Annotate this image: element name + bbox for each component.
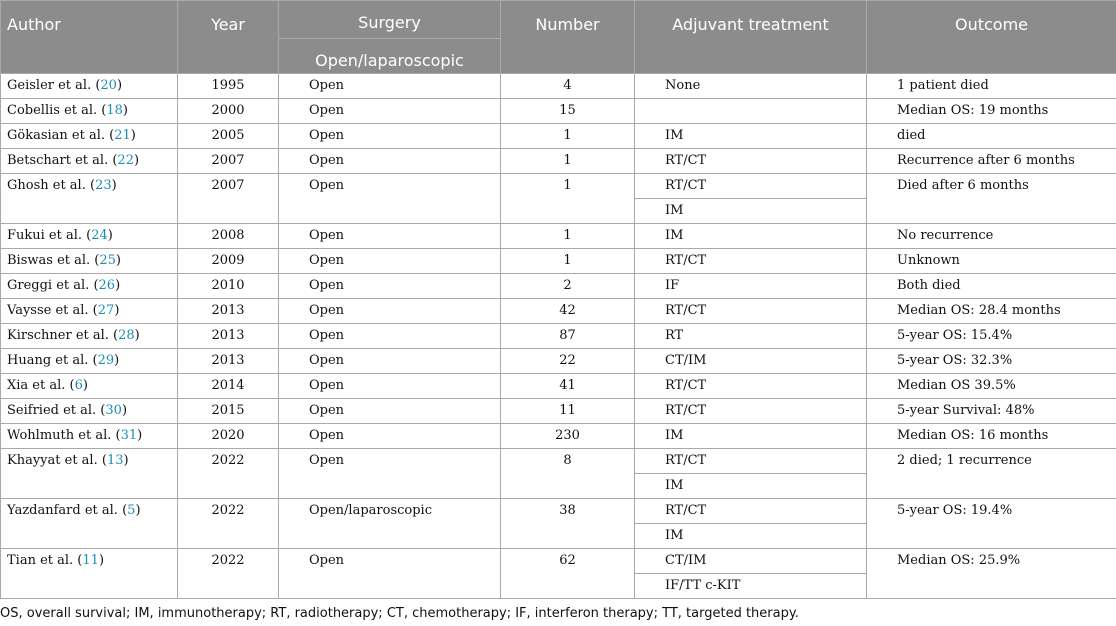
number-cell: 1	[501, 224, 635, 249]
surgery-cell: Open	[279, 249, 501, 274]
author-cell	[1, 224, 178, 249]
author-cell	[1, 99, 178, 124]
author-cell	[1, 349, 178, 374]
outcome-cell: 2 died; 1 recurrence	[867, 449, 1116, 499]
surgery-cell: Open	[279, 99, 501, 124]
table-row	[1, 249, 1116, 274]
reference-close-paren: )	[123, 453, 129, 468]
reference-close-paren: )	[98, 553, 105, 568]
surgery-cell: Open	[279, 424, 501, 449]
reference-link[interactable]: 24	[91, 228, 108, 243]
year-cell: 2000	[178, 99, 279, 124]
table-row	[1, 174, 1116, 199]
reference-close-paren: )	[107, 228, 113, 243]
surgery-cell: Open	[279, 449, 501, 499]
header-author: Author	[1, 1, 178, 74]
header-surgery: Surgery	[279, 1, 501, 39]
reference-link[interactable]: 30	[105, 403, 122, 418]
adjuvant-treatment-cell: IM	[635, 124, 867, 149]
surgery-cell: Open	[279, 149, 501, 174]
author-name: Xia et al. (	[7, 378, 75, 393]
year-cell: 2015	[178, 399, 279, 424]
outcome-cell: 5-year OS: 32.3%	[867, 349, 1116, 374]
surgery-cell: Open	[279, 299, 501, 324]
author-cell	[1, 74, 178, 99]
adjuvant-treatment-cell: RT/CT	[635, 499, 867, 524]
adjuvant-treatment-cell: RT/CT	[635, 449, 867, 474]
year-cell: 2010	[178, 274, 279, 299]
year-cell: 2022	[178, 499, 279, 549]
adjuvant-treatment-cell: IM	[635, 224, 867, 249]
reference-close-paren: )	[114, 303, 120, 318]
reference-link[interactable]: 25	[99, 253, 116, 268]
surgery-cell: Open	[279, 549, 501, 599]
table-header	[1, 1, 1116, 74]
year-cell: 2013	[178, 324, 279, 349]
surgery-cell: Open	[279, 224, 501, 249]
author-name: Gökasian et al. (	[7, 128, 115, 143]
adjuvant-treatment-cell: CT/IM	[635, 549, 867, 574]
outcome-cell: No recurrence	[867, 224, 1116, 249]
surgery-cell: Open	[279, 174, 501, 224]
outcome-cell: died	[867, 124, 1116, 149]
table-row	[1, 299, 1116, 324]
author-cell	[1, 374, 178, 399]
author-cell	[1, 274, 178, 299]
author-name: Huang et al. (	[7, 353, 98, 368]
reference-link[interactable]: 18	[106, 103, 123, 118]
reference-close-paren: )	[121, 403, 128, 418]
reference-close-paren: )	[137, 428, 143, 443]
year-cell: 2014	[178, 374, 279, 399]
author-cell	[1, 174, 178, 224]
number-cell: 2	[501, 274, 635, 299]
table-row	[1, 499, 1116, 524]
outcome-cell: Median OS: 16 months	[867, 424, 1116, 449]
reference-link[interactable]: 23	[95, 178, 112, 193]
author-cell	[1, 324, 178, 349]
reference-close-paren: )	[133, 153, 140, 168]
adjuvant-treatment-cell: RT	[635, 324, 867, 349]
number-cell: 4	[501, 74, 635, 99]
year-cell: 2020	[178, 424, 279, 449]
author-name: Seifried et al. (	[7, 403, 106, 418]
reference-close-paren: )	[134, 328, 140, 343]
year-cell: 2007	[178, 174, 279, 224]
reference-link[interactable]: 28	[118, 328, 135, 343]
author-name: Biswas et al. (	[7, 253, 100, 268]
reference-link[interactable]: 20	[100, 78, 117, 93]
table-footnote: OS, overall survival; IM, immunotherapy; RT, radiotherapy; CT, chemotherapy; IF, interferon therapy; TT, targeted therapy.	[0, 606, 799, 621]
surgery-cell: Open	[279, 74, 501, 99]
number-cell: 8	[501, 449, 635, 499]
table-row	[1, 424, 1116, 449]
outcome-cell: Unknown	[867, 249, 1116, 274]
author-cell	[1, 399, 178, 424]
header-adjuvant-treatment: Adjuvant treatment	[635, 1, 867, 74]
surgery-cell: Open	[279, 349, 501, 374]
adjuvant-treatment-cell: IF/TT c-KIT	[635, 574, 867, 599]
surgery-cell: Open	[279, 399, 501, 424]
reference-link[interactable]: 11	[82, 553, 99, 568]
reference-link[interactable]: 27	[97, 303, 115, 318]
author-name: Greggi et al. (	[7, 278, 99, 293]
author-name: Khayyat et al. (	[7, 453, 107, 468]
table-row	[1, 374, 1116, 399]
table-row	[1, 224, 1116, 249]
year-cell: 1995	[178, 74, 279, 99]
number-cell: 1	[501, 174, 635, 224]
author-cell	[1, 449, 178, 499]
adjuvant-treatment-cell: IM	[635, 524, 867, 549]
author-name: Ghosh et al. (	[7, 178, 96, 193]
adjuvant-treatment-cell: IM	[635, 474, 867, 499]
number-cell: 1	[501, 124, 635, 149]
author-name: Wohlmuth et al. (	[7, 428, 121, 443]
header-number: Number	[501, 1, 635, 74]
table-row	[1, 274, 1116, 299]
outcome-cell: Recurrence after 6 months	[867, 149, 1116, 174]
reference-link[interactable]: 29	[97, 353, 115, 368]
table-row	[1, 74, 1116, 99]
number-cell: 11	[501, 399, 635, 424]
number-cell: 230	[501, 424, 635, 449]
reference-link[interactable]: 13	[106, 453, 124, 468]
table-row	[1, 399, 1116, 424]
reference-close-paren: )	[115, 253, 121, 268]
outcome-cell: Median OS: 19 months	[867, 99, 1116, 124]
author-name: Geisler et al. (	[7, 78, 101, 93]
surgery-cell: Open/laparoscopic	[279, 499, 501, 549]
outcome-cell: Died after 6 months	[867, 174, 1116, 224]
outcome-cell: 5-year OS: 15.4%	[867, 324, 1116, 349]
surgery-cell: Open	[279, 124, 501, 149]
outcome-cell: Median OS 39.5%	[867, 374, 1116, 399]
number-cell: 87	[501, 324, 635, 349]
author-name: Tian et al. (	[7, 553, 83, 568]
adjuvant-treatment-cell	[635, 99, 867, 124]
adjuvant-treatment-cell: RT/CT	[635, 374, 867, 399]
year-cell: 2022	[178, 449, 279, 499]
reference-close-paren: )	[122, 103, 128, 118]
outcome-cell: Median OS: 25.9%	[867, 549, 1116, 599]
reference-link[interactable]: 26	[98, 278, 116, 293]
adjuvant-treatment-cell: IF	[635, 274, 867, 299]
number-cell: 15	[501, 99, 635, 124]
outcome-cell: 5-year Survival: 48%	[867, 399, 1116, 424]
number-cell: 22	[501, 349, 635, 374]
author-cell	[1, 549, 178, 599]
table-row	[1, 149, 1116, 174]
year-cell: 2022	[178, 549, 279, 599]
table-row	[1, 99, 1116, 124]
table-body	[1, 74, 1116, 599]
adjuvant-treatment-cell: RT/CT	[635, 174, 867, 199]
outcome-cell: 5-year OS: 19.4%	[867, 499, 1116, 549]
surgery-cell: Open	[279, 274, 501, 299]
author-name: Fukui et al. (	[7, 228, 92, 243]
author-cell	[1, 499, 178, 549]
year-cell: 2013	[178, 299, 279, 324]
year-cell: 2013	[178, 349, 279, 374]
surgery-cell: Open	[279, 374, 501, 399]
table-row	[1, 124, 1116, 149]
table-row	[1, 349, 1116, 374]
surgery-cell: Open	[279, 324, 501, 349]
adjuvant-treatment-cell: CT/IM	[635, 349, 867, 374]
author-name: Cobellis et al. (	[7, 103, 107, 118]
table-row	[1, 449, 1116, 474]
adjuvant-treatment-cell: RT/CT	[635, 149, 867, 174]
reference-close-paren: )	[116, 78, 123, 93]
reference-close-paren: )	[82, 378, 88, 393]
adjuvant-treatment-cell: IM	[635, 424, 867, 449]
outcome-cell: Both died	[867, 274, 1116, 299]
outcome-cell: Median OS: 28.4 months	[867, 299, 1116, 324]
header-outcome: Outcome	[867, 1, 1116, 74]
author-cell	[1, 299, 178, 324]
table-row	[1, 549, 1116, 574]
reference-close-paren: )	[115, 278, 121, 293]
number-cell: 1	[501, 249, 635, 274]
reference-link[interactable]: 6	[74, 378, 83, 393]
author-cell	[1, 124, 178, 149]
reference-close-paren: )	[114, 353, 120, 368]
reference-link[interactable]: 22	[117, 153, 134, 168]
adjuvant-treatment-cell: RT/CT	[635, 399, 867, 424]
adjuvant-treatment-cell: RT/CT	[635, 249, 867, 274]
number-cell: 38	[501, 499, 635, 549]
outcome-cell: 1 patient died	[867, 74, 1116, 99]
author-cell	[1, 149, 178, 174]
year-cell: 2009	[178, 249, 279, 274]
author-name: Betschart et al. (	[7, 153, 118, 168]
reference-link[interactable]: 5	[127, 503, 136, 518]
header-year: Year	[178, 1, 279, 74]
author-name: Vaysse et al. (	[7, 303, 98, 318]
reference-close-paren: )	[111, 178, 117, 193]
number-cell: 42	[501, 299, 635, 324]
reference-link[interactable]: 31	[120, 428, 138, 443]
reference-close-paren: )	[135, 503, 141, 518]
number-cell: 41	[501, 374, 635, 399]
number-cell: 62	[501, 549, 635, 599]
author-name: Kirschner et al. (	[7, 328, 119, 343]
reference-close-paren: )	[130, 128, 136, 143]
author-cell	[1, 249, 178, 274]
author-name: Yazdanfard et al. (	[7, 503, 128, 518]
number-cell: 1	[501, 149, 635, 174]
year-cell: 2007	[178, 149, 279, 174]
adjuvant-treatment-cell: None	[635, 74, 867, 99]
year-cell: 2008	[178, 224, 279, 249]
adjuvant-treatment-cell: IM	[635, 199, 867, 224]
year-cell: 2005	[178, 124, 279, 149]
author-cell	[1, 424, 178, 449]
header-surgery-subheading: Open/laparoscopic	[279, 39, 501, 74]
adjuvant-treatment-cell: RT/CT	[635, 299, 867, 324]
reference-link[interactable]: 21	[114, 128, 131, 143]
table-row	[1, 324, 1116, 349]
